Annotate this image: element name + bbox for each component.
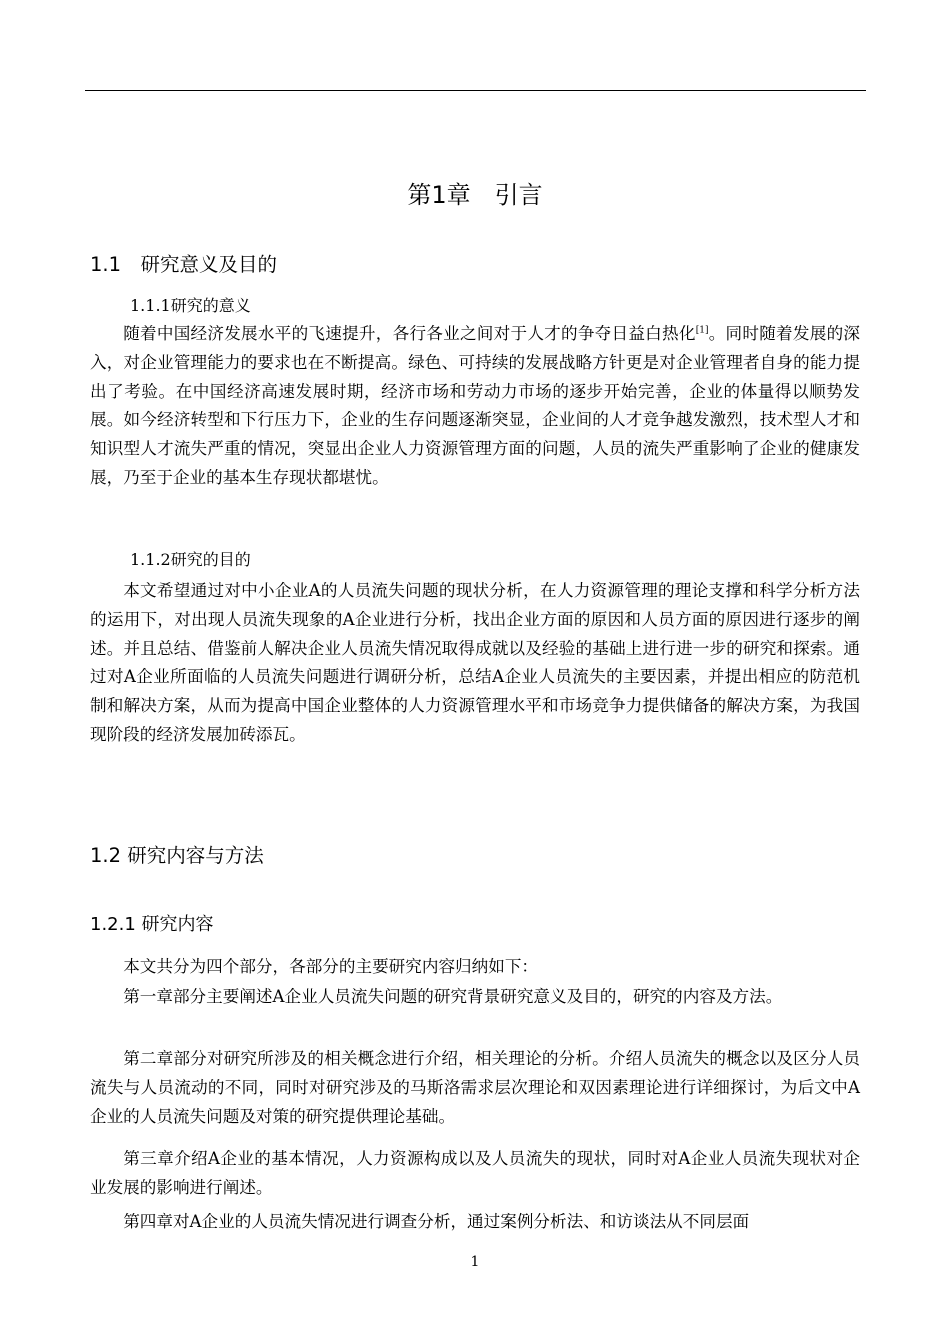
- chapter-title: 第1章 引言: [407, 181, 543, 209]
- subsection-heading-1-1-2: 1.1.2研究的目的: [130, 550, 251, 569]
- paragraph-chapter-three: 第三章介绍A企业的基本情况，人力资源构成以及人员流失的现状，同时对A企业人员流失现状对企业发展的影响进行阐述。: [90, 1149, 860, 1197]
- header-rule: [85, 90, 866, 91]
- paragraph-chapter-two: 第二章部分对研究所涉及的相关概念进行介绍，相关理论的分析。介绍人员流失的概念以及区分人员流失与人员流动的不同，同时对研究涉及的马斯洛需求层次理论和双因素理论进行详细探讨，为后文中A企业的人员流失问题及对策的研究提供理论基础。: [90, 1049, 860, 1126]
- section-heading-1-1: 1.1 研究意义及目的: [90, 253, 278, 276]
- subsection-heading-1-1-1: 1.1.1研究的意义: [130, 296, 251, 315]
- paragraph-research-significance: [90, 320, 860, 493]
- paragraph-content-intro: 本文共分为四个部分，各部分的主要研究内容归纳如下：: [123, 957, 539, 976]
- page-number: 1: [470, 1254, 480, 1270]
- paragraph-chapter-one: 第一章部分主要阐述A企业人员流失问题的研究背景研究意义及目的，研究的内容及方法。: [123, 987, 783, 1006]
- paragraph-text: 随着中国经济发展水平的飞速提升，各行各业之间对于人才的争夺日益白热化: [123, 324, 696, 343]
- paragraph-text: 。同时随着发展的深入，对企业管理能力的要求也在不断提高。绿色、可持续的发展战略方针更是对企业管理者自身的能力提出了考验。在中国经济高速发展时期，经济市场和劳动力市场的逐步开始完善，企业的体量得以顺势发展。如今经济转型和下行压力下，企业的生存问题逐渐突显，企业间的人才竞争越发激烈，技术型人才和知识型人才流失严重的情况，突显出企业人力资源管理方面的问题，人员的流失严重影响了企业的健康发展，乃至于企业的基本生存现状都堪忧。: [90, 324, 861, 487]
- paragraph-research-purpose: 本文希望通过对中小企业A的人员流失问题的现状分析，在人力资源管理的理论支撑和科学分析方法的运用下，对出现人员流失现象的A企业进行分析，找出企业方面的原因和人员方面的原因进行逐步的阐述。并且总结、借鉴前人解决企业人员流失情况取得成就以及经验的基础上进行进一步的研究和探索。通过对A企业所面临的人员流失问题进行调研分析，总结A企业人员流失的主要因素，并提出相应的防范机制和解决方案，从而为提高中国企业整体的人力资源管理水平和市场竞争力提供储备的解决方案，为我国现阶段的经济发展加砖添瓦。: [90, 581, 860, 744]
- subsection-heading-1-2-1: 1.2.1 研究内容: [90, 914, 214, 935]
- paragraph-chapter-four: 第四章对A企业的人员流失情况进行调查分析，通过案例分析法、和访谈法从不同层面: [123, 1212, 750, 1231]
- section-heading-1-2: 1.2 研究内容与方法: [90, 844, 264, 867]
- citation-ref: [1]: [695, 325, 709, 336]
